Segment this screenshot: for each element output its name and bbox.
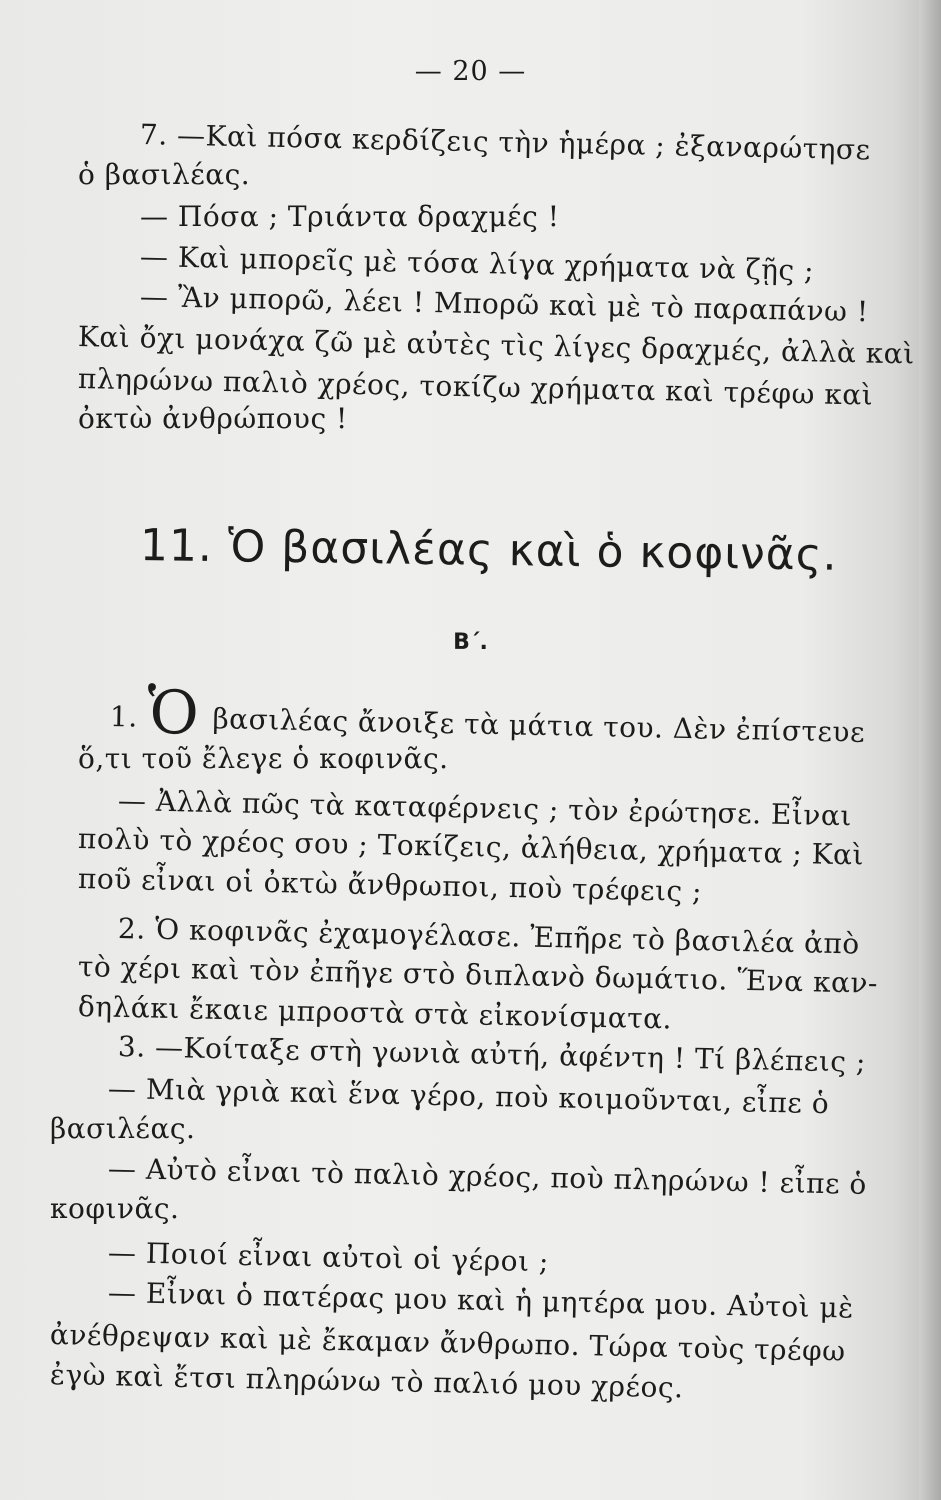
page-edge-shadow xyxy=(919,0,941,1500)
text-line: ὁ βασιλέας. xyxy=(78,158,251,191)
paragraph-number: 1. xyxy=(109,700,139,734)
text-line: ποῦ εἶναι οἱ ὀκτὼ ἄνθρωποι, ποὺ τρέφεις ; xyxy=(77,862,703,909)
text-line: Καὶ ὄχι μονάχα ζῶ μὲ αὐτὲς τὶς λίγες δραχμές, ἀλλὰ καὶ xyxy=(77,320,915,371)
text-line: — Πόσα ; Τριάντα δραχμές ! xyxy=(140,200,560,233)
text-line: — Ποιοί εἶναι αὐτοὶ οἱ γέροι ; xyxy=(107,1236,550,1279)
text-line: πολὺ τὸ χρέος σου ; Τοκίζεις, ἀλήθεια, χρήματα ; Καὶ xyxy=(77,822,865,872)
text-line: ἀνέθρεψαν καὶ μὲ ἔκαμαν ἄνθρωπο. Τώρα τοὺς τρέφω xyxy=(49,1318,846,1368)
text-line: ἐγὼ καὶ ἔτσι πληρώνω τὸ παλιό μου χρέος. xyxy=(49,1358,684,1405)
text-line: — Μιὰ γριὰ καὶ ἕνα γέρο, ποὺ κοιμοῦνται, εἶπε ὁ xyxy=(107,1072,830,1121)
text-line: βασιλέας ἄνοιξε τὰ μάτια του. Δὲν ἐπίστευε xyxy=(212,702,866,749)
text-line: δηλάκι ἔκαιε μπροστὰ στὰ εἰκονίσματα. xyxy=(77,990,673,1036)
page-number: — 20 — xyxy=(414,56,527,87)
chapter-part: Β΄. xyxy=(453,630,488,655)
text-line: 7. —Καὶ πόσα κερδίζεις τὴν ἡμέρα ; ἐξαναρώτησε xyxy=(139,118,871,167)
text-line: τὸ χέρι καὶ τὸν ἐπῆγε στὸ διπλανὸ δωμάτιο. Ἕνα καν- xyxy=(77,950,879,1000)
text-line: πληρώνω παλιὸ χρέος, τοκίζω χρήματα καὶ τρέφω καὶ xyxy=(77,362,874,412)
text-line: — Αὐτὸ εἶναι τὸ παλιὸ χρέος, ποὺ πληρώνω ! εἶπε ὁ xyxy=(107,1152,868,1201)
text-line: — Ἂν μπορῶ, λέει ! Μπορῶ καὶ μὲ τὸ παραπάνω ! xyxy=(139,280,869,329)
text-line: ὀκτὼ ἀνθρώπους ! xyxy=(78,402,348,435)
text-line: βασιλέας. xyxy=(50,1112,196,1145)
text-line: κοφινᾶς. xyxy=(50,1192,180,1225)
text-line: 2. Ὁ κοφινᾶς ἐχαμογέλασε. Ἐπῆρε τὸ βασιλέα ἀπὸ xyxy=(117,912,861,961)
text-line: — Καὶ μπορεῖς μὲ τόσα λίγα χρήματα νὰ ζῇς ; xyxy=(139,240,815,288)
text-line: ὅ,τι τοῦ ἔλεγε ὁ κοφινᾶς. xyxy=(78,742,449,775)
chapter-title: 11. Ὁ βασιλέας καὶ ὁ κοφινᾶς. xyxy=(139,520,838,581)
drop-cap: Ὁ xyxy=(146,677,200,749)
text-line: 3. —Κοίταξε στὴ γωνιὰ αὐτή, ἀφέντη ! Τί βλέπεις ; xyxy=(117,1030,867,1079)
text-line: — Εἶναι ὁ πατέρας μου καὶ ἡ μητέρα μου. Αὐτοὶ μὲ xyxy=(107,1276,855,1325)
text-line: — Ἀλλὰ πῶς τὰ καταφέρνεις ; τὸν ἐρώτησε. Εἶναι xyxy=(117,784,853,833)
